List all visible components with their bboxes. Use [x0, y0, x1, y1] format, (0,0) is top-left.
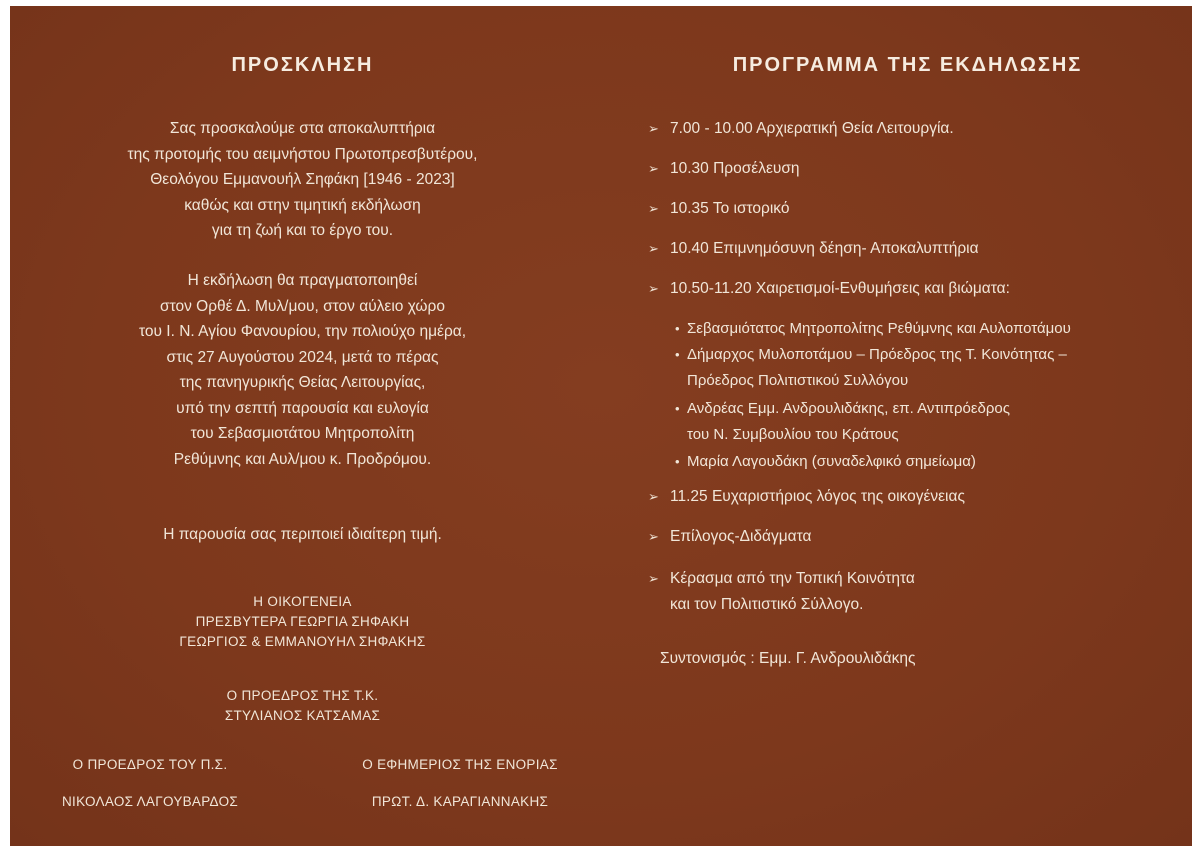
arrow-icon: ➢	[648, 121, 659, 136]
cultural-president-signature	[50, 746, 250, 820]
program-item: ➢ Κέρασμα από την Τοπική Κοινότητα	[648, 566, 915, 591]
bullet-icon: •	[675, 321, 680, 336]
speaker-item: • Μαρία Λαγουδάκη (συναδελφικό σημείωμα)	[675, 449, 976, 474]
arrow-icon: ➢	[648, 489, 659, 504]
text-line: Η εκδήλωση θα πραγματοποιηθεί	[187, 272, 418, 289]
arrow-icon: ➢	[648, 571, 659, 586]
text-line: της πανηγυρικής Θείας Λειτουργίας,	[179, 374, 426, 391]
arrow-icon: ➢	[648, 281, 659, 296]
family-signature	[30, 592, 575, 652]
signature-line: ΠΡΩΤ. Δ. ΚΑΡΑΓΙΑΝΝΑΚΗΣ	[371, 794, 549, 809]
signature-line: Ο ΕΦΗΜΕΡΙΟΣ ΤΗΣ ΕΝΟΡΙΑΣ	[362, 757, 558, 772]
program-item-continuation: και τον Πολιτιστικό Σύλλογο.	[670, 596, 864, 613]
signature-line: ΓΕΩΡΓΙΟΣ & ΕΜΜΑΝΟΥΗΛ ΣΗΦΑΚΗΣ	[179, 634, 426, 649]
speaker-item-continuation: του Ν. Συμβουλίου του Κράτους	[687, 426, 899, 443]
program-item: ➢ 10.35 Το ιστορικό	[648, 196, 789, 221]
invitation-paragraph-1	[30, 116, 575, 244]
text-line: στον Ορθέ Δ. Μυλ/μου, στον αύλειο χώρο	[160, 297, 445, 315]
text-line: του Ι. Ν. Αγίου Φανουρίου, την πολιούχο ημέρα,	[138, 323, 467, 340]
invitation-paragraph-2	[30, 268, 575, 472]
parish-priest-signature	[340, 746, 580, 820]
program-item: ➢ 7.00 - 10.00 Αρχιερατική Θεία Λειτουργία.	[648, 116, 954, 141]
program-item: ➢ 10.30 Προσέλευση	[648, 156, 800, 181]
speaker-item: • Δήμαρχος Μυλοποτάμου – Πρόεδρος της Τ. Κοινότητας –	[675, 342, 1067, 367]
program-title: ΠΡΟΓΡΑΜΜΑ ΤΗΣ ΕΚΔΗΛΩΣΗΣ	[732, 54, 1083, 76]
signature-line: Ο ΠΡΟΕΔΡΟΣ ΤΗΣ Τ.Κ.	[226, 688, 379, 703]
coordination-line: Συντονισμός : Εμμ. Γ. Ανδρουλιδάκης	[660, 650, 916, 667]
arrow-icon: ➢	[648, 201, 659, 216]
program-item: ➢ 11.25 Ευχαριστήριος λόγος της οικογένειας	[648, 484, 965, 509]
signature-line: ΣΤΥΛΙΑΝΟΣ ΚΑΤΣΑΜΑΣ	[224, 708, 381, 723]
text-line: Σας προσκαλούμε στα αποκαλυπτήρια	[169, 120, 436, 137]
speaker-item: • Ανδρέας Εμμ. Ανδρουλιδάκης, επ. Αντιπρόεδρος	[675, 396, 1010, 421]
closing-line: Η παρουσία σας περιποιεί ιδιαίτερη τιμή.	[163, 526, 442, 543]
text-line: Ρεθύμνης και Αυλ/μου κ. Προδρόμου.	[173, 450, 432, 468]
speaker-item-continuation: Πρόεδρος Πολιτιστικού Συλλόγου	[687, 372, 909, 389]
invitation-card	[10, 6, 1192, 846]
text-line: για τη ζωή και το έργο του.	[211, 222, 394, 239]
program-item: ➢ 10.50-11.20 Χαιρετισμοί-Ενθυμήσεις και βιώματα:	[648, 276, 1010, 301]
text-line: στις 27 Αυγούστου 2024, μετά το πέρας	[166, 348, 439, 366]
arrow-icon: ➢	[648, 529, 659, 544]
signature-line: ΠΡΕΣΒΥΤΕΡΑ ΓΕΩΡΓΙΑ ΣΗΦΑΚΗ	[195, 614, 410, 629]
text-line: υπό την σεπτή παρουσία και ευλογία	[176, 399, 429, 417]
signature-line: ΝΙΚΟΛΑΟΣ ΛΑΓΟΥΒΑΡΔΟΣ	[61, 794, 239, 809]
arrow-icon: ➢	[648, 161, 659, 176]
speaker-item: • Σεβασμιότατος Μητροπολίτης Ρεθύμνης και Αυλοποτάμου	[675, 316, 1071, 341]
program-item: ➢ 10.40 Επιμνημόσυνη δέηση- Αποκαλυπτήρια	[648, 236, 979, 261]
text-line: καθώς και στην τιμητική εκδήλωση	[184, 196, 421, 214]
community-president-signature	[30, 686, 575, 726]
program-item: ➢ Επίλογος-Διδάγματα	[648, 524, 812, 549]
text-line: του Σεβασμιοτάτου Μητροπολίτη	[190, 425, 415, 442]
signature-line: Η ΟΙΚΟΓΕΝΕΙΑ	[253, 594, 352, 609]
arrow-icon: ➢	[648, 241, 659, 256]
invitation-title: ΠΡΟΣΚΛΗΣΗ	[231, 54, 374, 76]
bullet-icon: •	[675, 454, 680, 469]
bullet-icon: •	[675, 401, 680, 416]
text-line: Θεολόγου Εμμανουήλ Σηφάκη [1946 - 2023]	[150, 171, 455, 188]
text-line: της προτομής του αειμνήστου Πρωτοπρεσβυτέρου,	[127, 145, 478, 163]
signature-line: Ο ΠΡΟΕΔΡΟΣ ΤΟΥ Π.Σ.	[72, 757, 228, 772]
bullet-icon: •	[675, 347, 680, 362]
